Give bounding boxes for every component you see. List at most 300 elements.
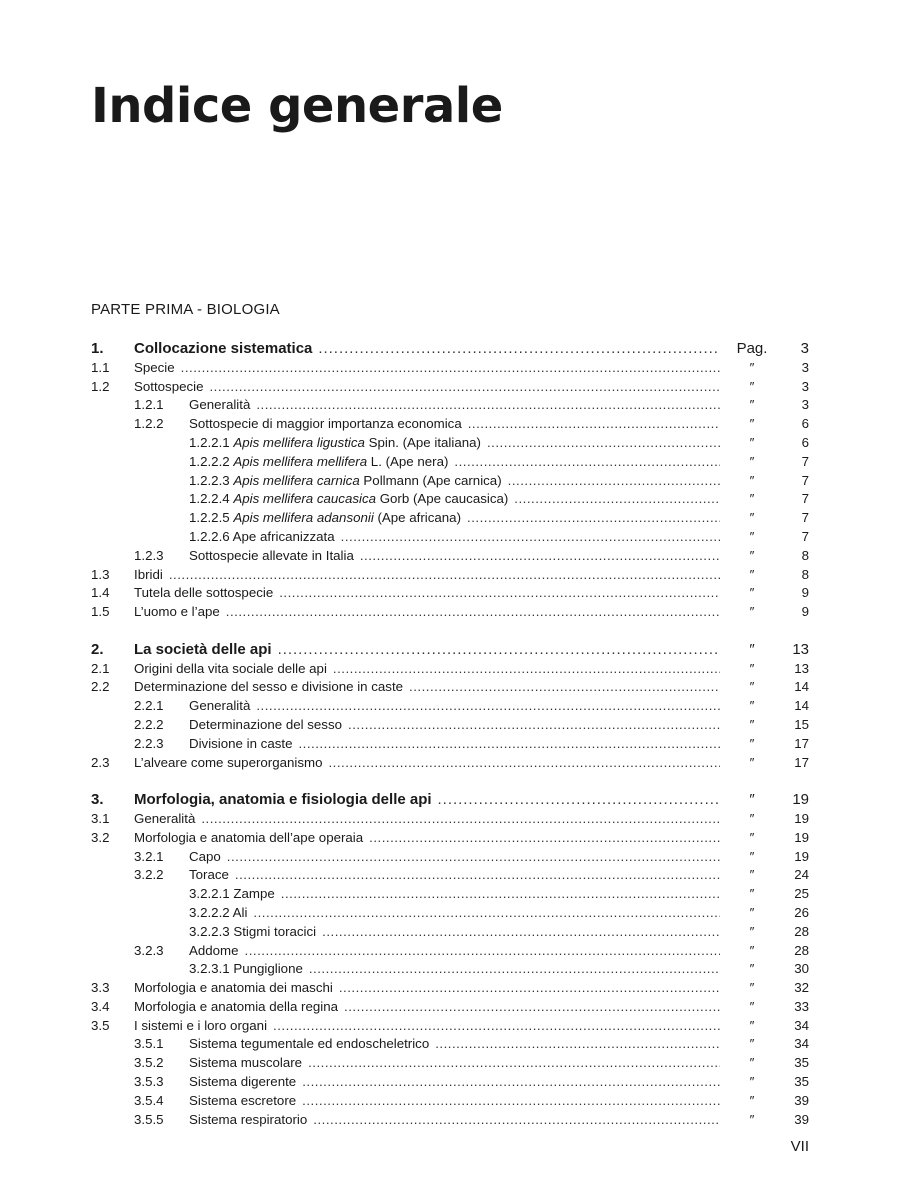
page-number: 17 <box>794 735 809 751</box>
ditto-mark: ″ <box>749 791 755 809</box>
ditto-mark: ″ <box>749 547 755 563</box>
species-name: Apis mellifera ligustica <box>233 434 365 450</box>
toc-entry-title <box>189 396 256 415</box>
page-number: 3 <box>800 340 809 357</box>
toc-number: 3. <box>91 791 104 809</box>
toc-entry-title <box>134 378 209 397</box>
title-text: 1.2.2.2 <box>189 453 234 469</box>
toc-row <box>0 472 903 491</box>
title-text: L’alveare come superorganismo <box>134 754 323 770</box>
toc-entry-title <box>189 547 360 566</box>
title-text: Sottospecie <box>134 378 204 394</box>
title-text: Addome <box>189 942 239 958</box>
title-text: 1.2.2.5 <box>189 510 234 526</box>
dot-leader <box>253 904 720 923</box>
ditto-mark: ″ <box>749 397 755 413</box>
toc-entry-title <box>134 678 409 697</box>
species-name: Apis mellifera adansonii <box>233 510 374 526</box>
toc-entry-title <box>134 340 318 359</box>
toc-entry <box>189 434 720 453</box>
title-text: Determinazione del sesso <box>189 716 342 732</box>
toc-entry-title <box>189 472 508 491</box>
toc-entry-title <box>134 660 333 679</box>
toc-entry-title <box>134 1017 273 1036</box>
page-number: 35 <box>794 1074 809 1090</box>
toc-row <box>0 584 903 603</box>
toc-entry-title <box>134 998 344 1017</box>
title-text: Sottospecie di maggior importanza economica <box>189 416 462 432</box>
toc-entry <box>189 904 720 923</box>
page-number: 19 <box>794 829 809 845</box>
page-number: 3 <box>801 378 809 394</box>
page-number: 17 <box>794 754 809 770</box>
species-name: Apis mellifera carnica <box>233 472 360 488</box>
ditto-mark: ″ <box>749 698 755 714</box>
toc-row <box>0 1017 903 1036</box>
toc-number: 3.2.1 <box>134 848 164 864</box>
toc-entry <box>134 584 720 603</box>
title-text: (Ape africana) <box>373 510 462 526</box>
title-text: Generalità <box>189 698 251 714</box>
toc-entry-title <box>134 566 169 585</box>
toc-number: 1.3 <box>91 566 110 582</box>
title-text: Pollmann (Ape carnica) <box>359 472 502 488</box>
toc-row <box>0 453 903 472</box>
toc-entry-title <box>189 1035 435 1054</box>
toc-entry <box>189 528 720 547</box>
page-number: 34 <box>794 1036 809 1052</box>
toc-entry <box>134 810 720 829</box>
dot-leader <box>369 829 720 848</box>
toc-entry <box>134 378 720 397</box>
toc-entry <box>134 791 720 810</box>
toc-entry <box>189 1111 720 1130</box>
title-text: 3.2.2.2 Ali <box>189 904 248 920</box>
toc-entry <box>189 490 720 509</box>
ditto-mark: ″ <box>749 585 755 601</box>
title-text: Morfologia e anatomia della regina <box>134 998 339 1014</box>
toc-entry-title <box>134 603 226 622</box>
page-number: 32 <box>794 980 809 996</box>
title-text: Sistema tegumentale ed endoscheletrico <box>189 1036 430 1052</box>
ditto-mark: ″ <box>749 942 755 958</box>
dot-leader <box>344 998 720 1017</box>
ditto-mark: ″ <box>749 923 755 939</box>
title-text: Sistema digerente <box>189 1074 297 1090</box>
toc-entry-title <box>134 359 181 378</box>
toc-entry <box>189 735 720 754</box>
toc-number: 3.2 <box>91 829 110 845</box>
page-number: 7 <box>801 472 809 488</box>
page-number: 13 <box>792 640 809 658</box>
page-number: 7 <box>801 528 809 544</box>
ditto-mark: ″ <box>749 848 755 864</box>
toc-entry-title <box>189 415 468 434</box>
dot-leader <box>309 960 720 979</box>
ditto-mark: ″ <box>749 716 755 732</box>
title-text: Morfologia, anatomia e fisiologia delle api <box>134 791 432 809</box>
page-number: 7 <box>801 491 809 507</box>
toc-number: 3.5.3 <box>134 1074 164 1090</box>
title-text: Capo <box>189 848 221 864</box>
toc-number: 3.4 <box>91 998 110 1014</box>
toc-entry <box>134 754 720 773</box>
page-number: 30 <box>794 961 809 977</box>
dot-leader <box>328 754 720 773</box>
toc-entry <box>189 942 720 961</box>
toc-row <box>0 566 903 585</box>
toc-entry-title <box>134 791 438 810</box>
toc-entry-title <box>134 810 201 829</box>
ditto-mark: ″ <box>749 679 755 695</box>
ditto-mark: ″ <box>749 434 755 450</box>
toc-number: 2.3 <box>91 754 110 770</box>
page-number: 3 <box>801 359 809 375</box>
species-name: Apis mellifera caucasica <box>233 491 376 507</box>
toc-entry-title <box>189 848 227 867</box>
title-text: Determinazione del sesso e divisione in caste <box>134 679 404 695</box>
page-number: 33 <box>794 998 809 1014</box>
dot-leader <box>333 660 720 679</box>
ditto-mark: ″ <box>749 829 755 845</box>
toc-number: 3.3 <box>91 980 110 996</box>
toc-entry <box>134 340 720 359</box>
dot-leader <box>348 716 720 735</box>
ditto-mark: ″ <box>749 1111 755 1127</box>
page-number: 24 <box>794 867 809 883</box>
dot-leader <box>341 528 720 547</box>
page-number: 15 <box>794 716 809 732</box>
toc-row <box>0 547 903 566</box>
ditto-mark: ″ <box>749 566 755 582</box>
toc-entry <box>189 1035 720 1054</box>
part-heading: PARTE PRIMA - BIOLOGIA <box>91 301 280 318</box>
page-number: 13 <box>794 660 809 676</box>
page-number: 14 <box>794 679 809 695</box>
title-text: Collocazione sistematica <box>134 340 313 357</box>
toc-number: 2.2.3 <box>134 735 164 751</box>
toc-row <box>0 979 903 998</box>
page-number: 6 <box>801 416 809 432</box>
toc-row <box>0 528 903 547</box>
dot-leader <box>435 1035 720 1054</box>
toc-entry <box>189 1092 720 1111</box>
ditto-mark: ″ <box>749 810 755 826</box>
page-number: 26 <box>794 904 809 920</box>
toc-entry <box>189 716 720 735</box>
toc-number: 3.5.4 <box>134 1092 164 1108</box>
toc-row <box>0 434 903 453</box>
toc-number: 1.2.3 <box>134 547 164 563</box>
page-number: 6 <box>801 434 809 450</box>
toc-row <box>0 848 903 867</box>
ditto-mark: ″ <box>749 491 755 507</box>
dot-leader <box>487 434 720 453</box>
dot-leader <box>273 1017 720 1036</box>
ditto-mark: ″ <box>749 1017 755 1033</box>
dot-leader <box>209 378 720 397</box>
toc-row <box>0 603 903 622</box>
toc-entry-title <box>134 829 369 848</box>
title-text: L. (Ape nera) <box>367 453 449 469</box>
dot-leader <box>438 791 720 810</box>
title-text: Torace <box>189 867 229 883</box>
page-number: 34 <box>794 1017 809 1033</box>
ditto-mark: ″ <box>749 378 755 394</box>
toc-number: 2.2.1 <box>134 698 164 714</box>
title-text: 1.2.2.4 <box>189 491 234 507</box>
toc-entry <box>189 1054 720 1073</box>
page-number: 9 <box>801 604 809 620</box>
toc-entry-title <box>189 528 341 547</box>
title-text: I sistemi e i loro organi <box>134 1017 268 1033</box>
toc-row <box>0 378 903 397</box>
toc-row <box>0 923 903 942</box>
toc-number: 2.1 <box>91 660 110 676</box>
toc-row <box>0 415 903 434</box>
ditto-mark: ″ <box>749 528 755 544</box>
page-title: Indice generale <box>91 78 503 134</box>
title-text: 3.2.3.1 Pungiglione <box>189 961 303 977</box>
toc-entry-title <box>189 960 309 979</box>
ditto-mark: ″ <box>749 453 755 469</box>
toc-chapter-row <box>0 791 903 810</box>
toc-entry <box>134 1017 720 1036</box>
toc-row <box>0 1054 903 1073</box>
title-text: 3.2.2.1 Zampe <box>189 886 275 902</box>
toc-entry <box>134 641 720 660</box>
dot-leader <box>508 472 720 491</box>
page-number: 8 <box>801 566 809 582</box>
dot-leader <box>281 885 720 904</box>
title-text: 1.2.2.6 Ape africanizzata <box>189 528 335 544</box>
toc-row <box>0 509 903 528</box>
toc-entry <box>189 396 720 415</box>
title-text: Generalità <box>134 810 196 826</box>
toc-number: 3.2.3 <box>134 942 164 958</box>
dot-leader <box>235 866 720 885</box>
ditto-mark: ″ <box>749 904 755 920</box>
toc-entry-title <box>189 1073 302 1092</box>
toc-entry <box>189 547 720 566</box>
toc-entry <box>189 453 720 472</box>
toc-entry-title <box>189 434 487 453</box>
toc-number: 3.1 <box>91 810 110 826</box>
ditto-mark: ″ <box>749 640 755 658</box>
toc-entry <box>134 566 720 585</box>
toc-entry <box>134 979 720 998</box>
dot-leader <box>256 697 720 716</box>
page-number: 25 <box>794 886 809 902</box>
toc-entry-title <box>189 735 298 754</box>
page-number: 28 <box>794 923 809 939</box>
ditto-mark: ″ <box>749 867 755 883</box>
ditto-mark: ″ <box>749 1036 755 1052</box>
title-text: La società delle api <box>134 640 272 658</box>
toc-row <box>0 735 903 754</box>
toc-number: 1.2.1 <box>134 397 164 413</box>
toc-entry <box>189 960 720 979</box>
dot-leader <box>227 848 720 867</box>
toc-entry-title <box>189 490 514 509</box>
dot-leader <box>278 641 720 660</box>
page-number: 14 <box>794 698 809 714</box>
toc-row <box>0 660 903 679</box>
ditto-mark: ″ <box>749 980 755 996</box>
title-text: Divisione in caste <box>189 735 293 751</box>
toc-number: 3.5 <box>91 1017 110 1033</box>
page-number: 19 <box>794 810 809 826</box>
toc-entry-title <box>134 584 279 603</box>
dot-leader <box>226 603 720 622</box>
dot-leader <box>409 678 720 697</box>
ditto-mark: ″ <box>749 604 755 620</box>
toc-row <box>0 1073 903 1092</box>
toc-number: 3.2.2 <box>134 867 164 883</box>
title-text: Sistema muscolare <box>189 1055 303 1071</box>
toc-row <box>0 942 903 961</box>
toc-number: 1.1 <box>91 359 110 375</box>
title-text: Specie <box>134 359 175 375</box>
page-number: 7 <box>801 510 809 526</box>
toc-row <box>0 490 903 509</box>
dot-leader <box>360 547 720 566</box>
toc-entry-title <box>189 509 467 528</box>
toc-entry-title <box>189 1092 302 1111</box>
toc-entry-title <box>134 979 339 998</box>
toc-number: 3.5.1 <box>134 1036 164 1052</box>
toc-number: 1.5 <box>91 604 110 620</box>
title-text: 1.2.2.1 <box>189 434 234 450</box>
dot-leader <box>318 340 720 359</box>
ditto-mark: ″ <box>749 660 755 676</box>
toc-entry-title <box>189 942 245 961</box>
dot-leader <box>454 453 720 472</box>
title-text: Spin. (Ape italiana) <box>364 434 481 450</box>
title-text: Tutela delle sottospecie <box>134 585 274 601</box>
toc-entry-title <box>189 923 322 942</box>
page-number: 28 <box>794 942 809 958</box>
toc-entry <box>189 885 720 904</box>
toc-number: 1.2 <box>91 378 110 394</box>
title-text: Gorb (Ape caucasica) <box>376 491 509 507</box>
toc-entry-title <box>189 1111 313 1130</box>
toc-number: 1.4 <box>91 585 110 601</box>
ditto-mark: ″ <box>749 735 755 751</box>
dot-leader <box>201 810 720 829</box>
dot-leader <box>313 1111 720 1130</box>
toc-row <box>0 754 903 773</box>
toc-entry-title <box>134 641 278 660</box>
toc-entry-title <box>189 453 454 472</box>
toc-entry <box>189 415 720 434</box>
toc-row <box>0 1111 903 1130</box>
title-text: 3.2.2.3 Stigmi toracici <box>189 923 317 939</box>
table-of-contents <box>0 340 903 1129</box>
page-number: 35 <box>794 1055 809 1071</box>
toc-entry-title <box>189 1054 308 1073</box>
dot-leader <box>181 359 720 378</box>
dot-leader <box>467 509 720 528</box>
toc-row <box>0 716 903 735</box>
toc-entry-title <box>134 754 328 773</box>
toc-row <box>0 359 903 378</box>
dot-leader <box>302 1073 720 1092</box>
toc-row <box>0 866 903 885</box>
toc-entry <box>189 509 720 528</box>
toc-number: 3.5.2 <box>134 1055 164 1071</box>
toc-number: 2.2 <box>91 679 110 695</box>
ditto-mark: ″ <box>749 998 755 1014</box>
page-number: 7 <box>801 453 809 469</box>
toc-entry <box>189 697 720 716</box>
toc-entry <box>189 866 720 885</box>
dot-leader <box>339 979 720 998</box>
page-number: 19 <box>792 791 809 809</box>
title-text: Morfologia e anatomia dell’ape operaia <box>134 829 364 845</box>
toc-entry <box>189 923 720 942</box>
toc-row <box>0 1092 903 1111</box>
toc-number: 1. <box>91 340 104 357</box>
toc-entry-title <box>189 697 256 716</box>
ditto-mark: ″ <box>749 1092 755 1108</box>
toc-row <box>0 1035 903 1054</box>
toc-number: 2. <box>91 640 104 658</box>
page-number: 39 <box>794 1111 809 1127</box>
toc-number: 3.5.5 <box>134 1111 164 1127</box>
dot-leader <box>169 566 720 585</box>
page-number: 19 <box>794 848 809 864</box>
title-text: Sistema escretore <box>189 1092 297 1108</box>
page-number: 8 <box>801 547 809 563</box>
page-number: 39 <box>794 1092 809 1108</box>
title-text: Morfologia e anatomia dei maschi <box>134 980 333 996</box>
toc-entry <box>134 829 720 848</box>
dot-leader <box>308 1054 720 1073</box>
title-text: Sistema respiratorio <box>189 1111 308 1127</box>
toc-entry-title <box>189 885 281 904</box>
page-folio: VII <box>790 1138 809 1155</box>
toc-entry-title <box>189 904 253 923</box>
dot-leader <box>298 735 720 754</box>
toc-entry <box>134 603 720 622</box>
toc-number: 2.2.2 <box>134 716 164 732</box>
toc-row <box>0 904 903 923</box>
toc-entry <box>134 660 720 679</box>
toc-row <box>0 885 903 904</box>
toc-entry <box>189 848 720 867</box>
dot-leader <box>302 1092 720 1111</box>
toc-entry <box>189 1073 720 1092</box>
title-text: Sottospecie allevate in Italia <box>189 547 354 563</box>
ditto-mark: ″ <box>749 510 755 526</box>
toc-row <box>0 998 903 1017</box>
ditto-mark: ″ <box>749 1055 755 1071</box>
toc-entry <box>134 359 720 378</box>
ditto-mark: ″ <box>749 961 755 977</box>
toc-chapter-row <box>0 641 903 660</box>
species-name: Apis mellifera mellifera <box>233 453 368 469</box>
toc-row <box>0 810 903 829</box>
toc-chapter-row <box>0 340 903 359</box>
toc-entry-title <box>189 716 348 735</box>
toc-row <box>0 678 903 697</box>
toc-number: 1.2.2 <box>134 416 164 432</box>
dot-leader <box>256 396 720 415</box>
dot-leader <box>322 923 720 942</box>
dot-leader <box>514 490 720 509</box>
toc-row <box>0 396 903 415</box>
